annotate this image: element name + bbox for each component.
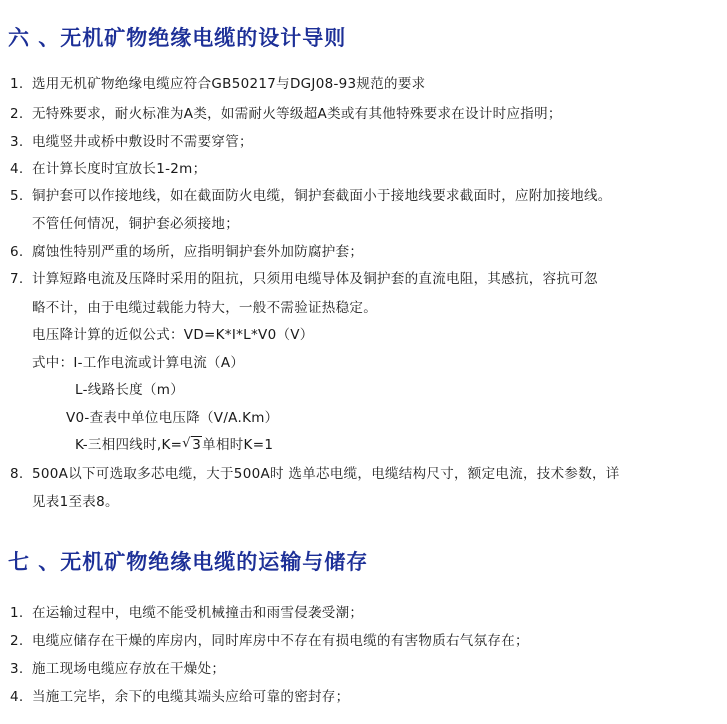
section6-item-1 xyxy=(10,72,425,92)
item-number: 5. xyxy=(10,188,24,204)
section6-item-7-cont: 略不计，由于电缆过载能力特大，一般不需验证热稳定。 xyxy=(32,300,377,316)
item-number: 7. xyxy=(10,271,24,287)
item-number: 2. xyxy=(10,106,24,122)
k-prefix: K-三相四线时,K= xyxy=(75,437,183,453)
section6-item-8 xyxy=(10,462,620,482)
item-number: 3. xyxy=(10,134,24,150)
formula-definition: 式中：I-工作电流或计算电流（A） xyxy=(32,355,245,371)
section7-item-3 xyxy=(10,657,225,677)
formula-definition-v0: V0-查表中单位电压降（V/A.Km） xyxy=(66,410,279,426)
item-number: 4. xyxy=(10,689,24,705)
item-number: 1. xyxy=(10,76,24,92)
formula-definition-l: L-线路长度（m） xyxy=(75,382,185,398)
item-number: 8. xyxy=(10,466,24,482)
item-text: 在计算长度时宜放长1-2m； xyxy=(32,161,207,177)
section6-item-3 xyxy=(10,130,253,150)
item-text: 500A以下可选取多芯电缆，大于500A时 选单芯电缆，电缆结构尺寸，额定电流，技术参数，详 xyxy=(32,466,620,482)
item-number: 2. xyxy=(10,633,24,649)
section6-title: 六 、无机矿物绝缘电缆的设计导则 xyxy=(8,26,347,50)
item-text: 无特殊要求，耐火标准为A类，如需耐火等级超A类或有其他特殊要求在设计时应指明； xyxy=(32,106,562,122)
section6-item-7 xyxy=(10,267,598,287)
item-text: 选用无机矿物绝缘电缆应符合GB50217与DGJ08-93规范的要求 xyxy=(32,76,426,92)
k-suffix: 单相时K=1 xyxy=(202,437,274,453)
sqrt-symbol xyxy=(182,437,202,453)
item-text: 铜护套可以作接地线，如在截面防火电缆，铜护套截面小于接地线要求截面时，应附加接地线。 xyxy=(32,188,612,204)
section7-item-1 xyxy=(10,601,363,621)
section6-item-6 xyxy=(10,240,363,260)
section7-title: 七 、无机矿物绝缘电缆的运输与储存 xyxy=(8,550,369,574)
sqrt-value: 3 xyxy=(192,437,202,453)
item-number: 1. xyxy=(10,605,24,621)
section6-item-4 xyxy=(10,157,206,177)
item-text: 计算短路电流及压降时采用的阻抗，只须用电缆导体及铜护套的直流电阻，其感抗，容抗可忽 xyxy=(32,271,598,287)
item-number: 3. xyxy=(10,661,24,677)
section7-item-4 xyxy=(10,685,349,705)
section6-item-5 xyxy=(10,184,612,204)
item-text: 腐蚀性特别严重的场所，应指明铜护套外加防腐护套； xyxy=(32,244,364,260)
section6-item-2 xyxy=(10,102,562,122)
item-text: 电缆应储存在干燥的库房内，同时库房中不存在有损电缆的有害物质右气氛存在； xyxy=(32,633,529,649)
item-text: 当施工完毕，余下的电缆其端头应给可靠的密封存； xyxy=(32,689,350,705)
item-text: 电缆竖井或桥中敷设时不需要穿管； xyxy=(32,134,253,150)
formula-line: 电压降计算的近似公式：VD=K*I*L*V0（V） xyxy=(32,327,314,343)
section6-item-5-cont: 不管任何情况，铜护套必须接地； xyxy=(32,216,239,232)
section7-item-2 xyxy=(10,629,529,649)
section6-item-8-cont: 见表1至表8。 xyxy=(32,494,119,510)
item-text: 在运输过程中，电缆不能受机械撞击和雨雪侵袭受潮； xyxy=(32,605,364,621)
item-number: 6. xyxy=(10,244,24,260)
item-text: 施工现场电缆应存放在干燥处； xyxy=(32,661,226,677)
formula-definition-k xyxy=(75,433,273,453)
item-number: 4. xyxy=(10,161,24,177)
